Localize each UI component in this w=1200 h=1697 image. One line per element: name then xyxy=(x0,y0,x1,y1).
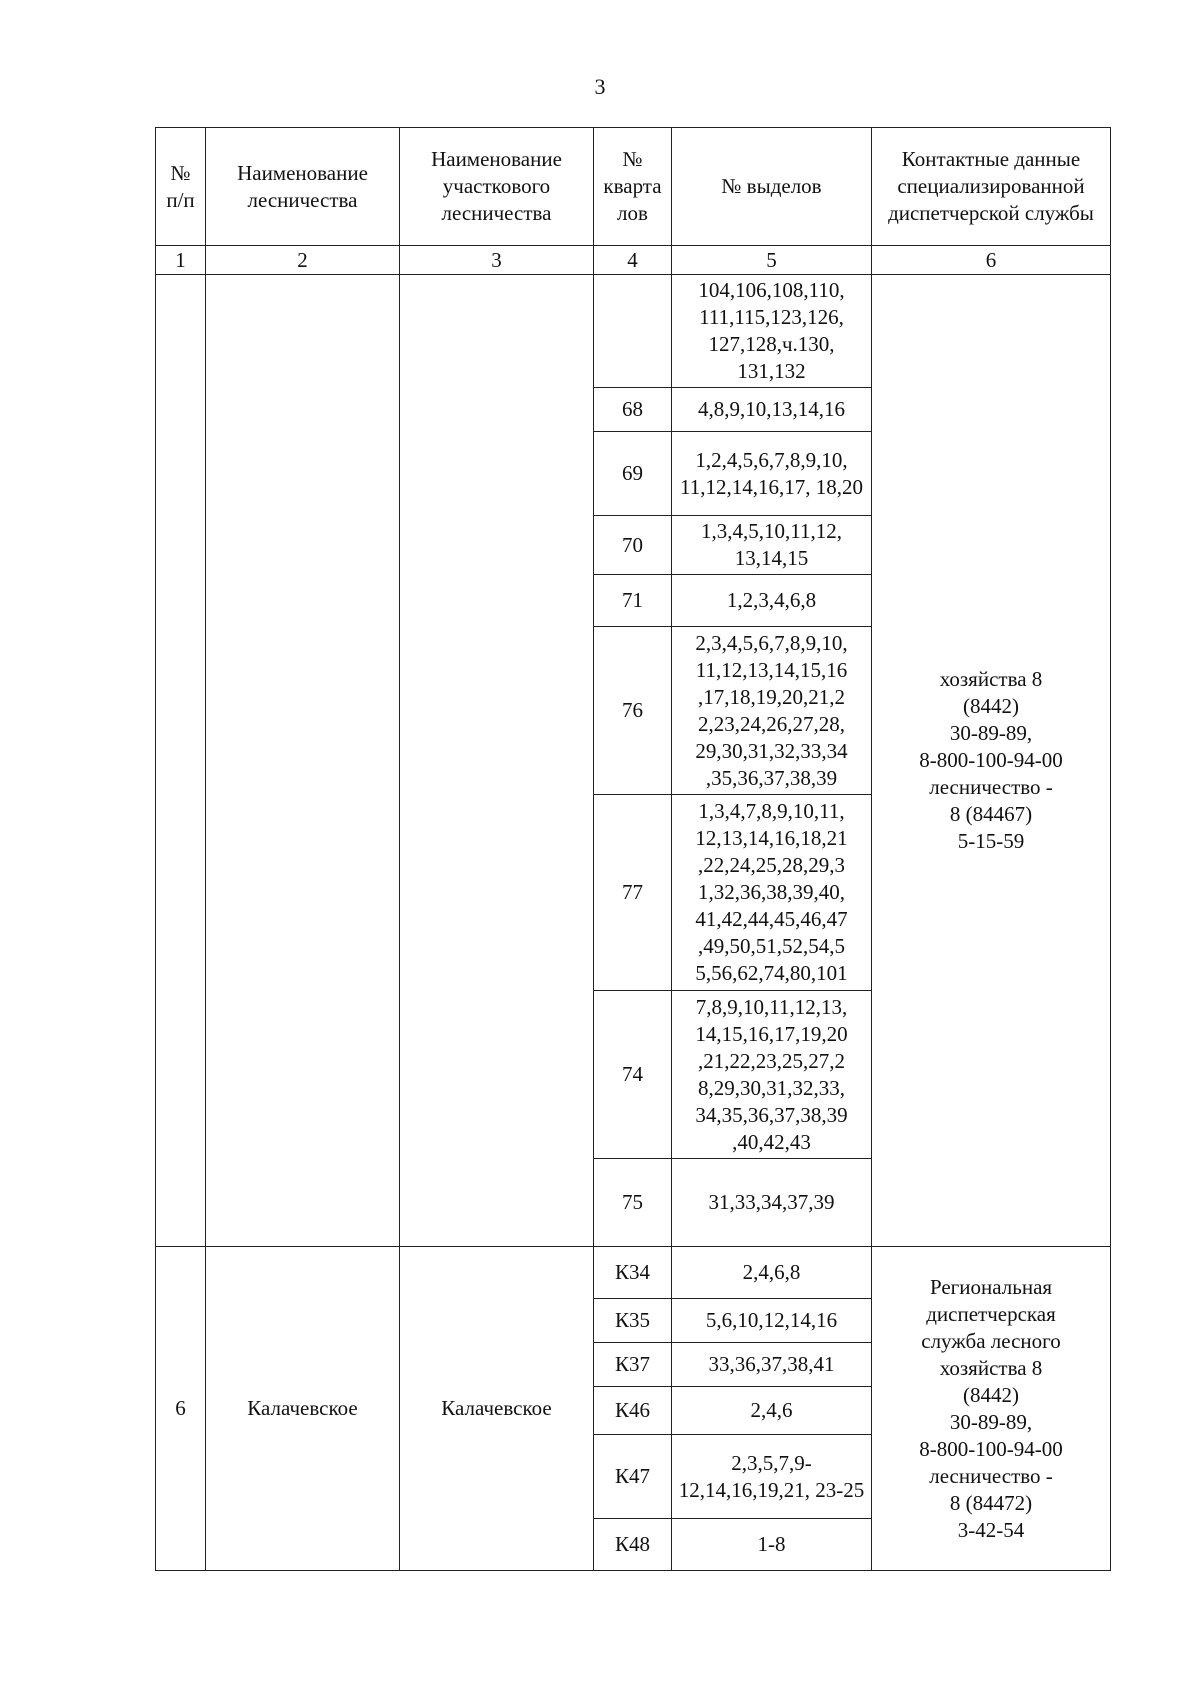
cell-num: 6 xyxy=(156,1247,206,1571)
cell-kvartal: 74 xyxy=(594,991,672,1159)
forestry-table xyxy=(155,127,1111,1571)
cell-kvartal: К34 xyxy=(594,1247,672,1299)
cell-contact: Региональная диспетчерская служба лесного хозяйства 8 (8442) 30-89-89, 8-800-100-94-00 лесничество - 8 (84472) 3-42-54 xyxy=(872,1247,1111,1571)
cell-kvartal xyxy=(594,275,672,388)
cell-vydely: 1,3,4,7,8,9,10,11, 12,13,14,16,18,21 ,22,24,25,28,29,3 1,32,36,38,39,40, 41,42,44,45,46,47 ,49,50,51,52,54,5 5,56,62,74,80,101 xyxy=(672,795,872,991)
cell-kvartal: 75 xyxy=(594,1159,672,1247)
column-number-row xyxy=(156,246,1111,275)
cell-num xyxy=(156,275,206,1247)
header-lesnichestvo: Наименование лесничества xyxy=(206,128,400,246)
cell-vydely: 1,2,4,5,6,7,8,9,10, 11,12,14,16,17, 18,20 xyxy=(672,432,872,516)
cell-uchastkovoe xyxy=(400,275,594,1247)
cell-vydely: 104,106,108,110, 111,115,123,126, 127,128,ч.130, 131,132 xyxy=(672,275,872,388)
cell-vydely: 2,3,5,7,9-12,14,16,19,21, 23-25 xyxy=(672,1435,872,1519)
header-row xyxy=(156,128,1111,246)
cell-vydely: 1,2,3,4,6,8 xyxy=(672,575,872,627)
cell-vydely: 2,4,6,8 xyxy=(672,1247,872,1299)
cell-vydely: 2,4,6 xyxy=(672,1387,872,1435)
table-row xyxy=(156,1247,1111,1299)
cell-uchastkovoe: Калачевское xyxy=(400,1247,594,1571)
cell-kvartal: К47 xyxy=(594,1435,672,1519)
cell-vydely: 7,8,9,10,11,12,13, 14,15,16,17,19,20 ,21,22,23,25,27,2 8,29,30,31,32,33, 34,35,36,37,38,39 ,40,42,43 xyxy=(672,991,872,1159)
cell-vydely: 5,6,10,12,14,16 xyxy=(672,1299,872,1343)
column-number: 4 xyxy=(594,246,672,275)
column-number: 3 xyxy=(400,246,594,275)
column-number: 6 xyxy=(872,246,1111,275)
cell-kvartal: 77 xyxy=(594,795,672,991)
cell-lesnichestvo xyxy=(206,275,400,1247)
cell-kvartal: К37 xyxy=(594,1343,672,1387)
header-kvartal: № кварта лов xyxy=(594,128,672,246)
cell-kvartal: 68 xyxy=(594,388,672,432)
page-number: 3 xyxy=(594,74,606,99)
cell-kvartal: К48 xyxy=(594,1519,672,1571)
header-vydely: № выделов xyxy=(672,128,872,246)
cell-contact: хозяйства 8 (8442) 30-89-89, 8-800-100-94-00 лесничество - 8 (84467) 5-15-59 xyxy=(872,275,1111,1247)
cell-vydely: 2,3,4,5,6,7,8,9,10, 11,12,13,14,15,16 ,17,18,19,20,21,2 2,23,24,26,27,28, 29,30,31,32,33,34 ,35,36,37,38,39 xyxy=(672,627,872,795)
cell-kvartal: К46 xyxy=(594,1387,672,1435)
column-number: 2 xyxy=(206,246,400,275)
cell-kvartal: 76 xyxy=(594,627,672,795)
cell-kvartal: 70 xyxy=(594,516,672,575)
header-contact: Контактные данные специализированной диспетчерской службы xyxy=(872,128,1111,246)
cell-vydely: 4,8,9,10,13,14,16 xyxy=(672,388,872,432)
header-num: № п/п xyxy=(156,128,206,246)
header-uchastkovoe: Наименование участкового лесничества xyxy=(400,128,594,246)
cell-vydely: 1-8 xyxy=(672,1519,872,1571)
cell-kvartal: 71 xyxy=(594,575,672,627)
cell-vydely: 33,36,37,38,41 xyxy=(672,1343,872,1387)
column-number: 1 xyxy=(156,246,206,275)
cell-vydely: 31,33,34,37,39 xyxy=(672,1159,872,1247)
cell-kvartal: 69 xyxy=(594,432,672,516)
column-number: 5 xyxy=(672,246,872,275)
cell-lesnichestvo: Калачевское xyxy=(206,1247,400,1571)
cell-vydely: 1,3,4,5,10,11,12, 13,14,15 xyxy=(672,516,872,575)
cell-kvartal: К35 xyxy=(594,1299,672,1343)
table-row xyxy=(156,275,1111,388)
